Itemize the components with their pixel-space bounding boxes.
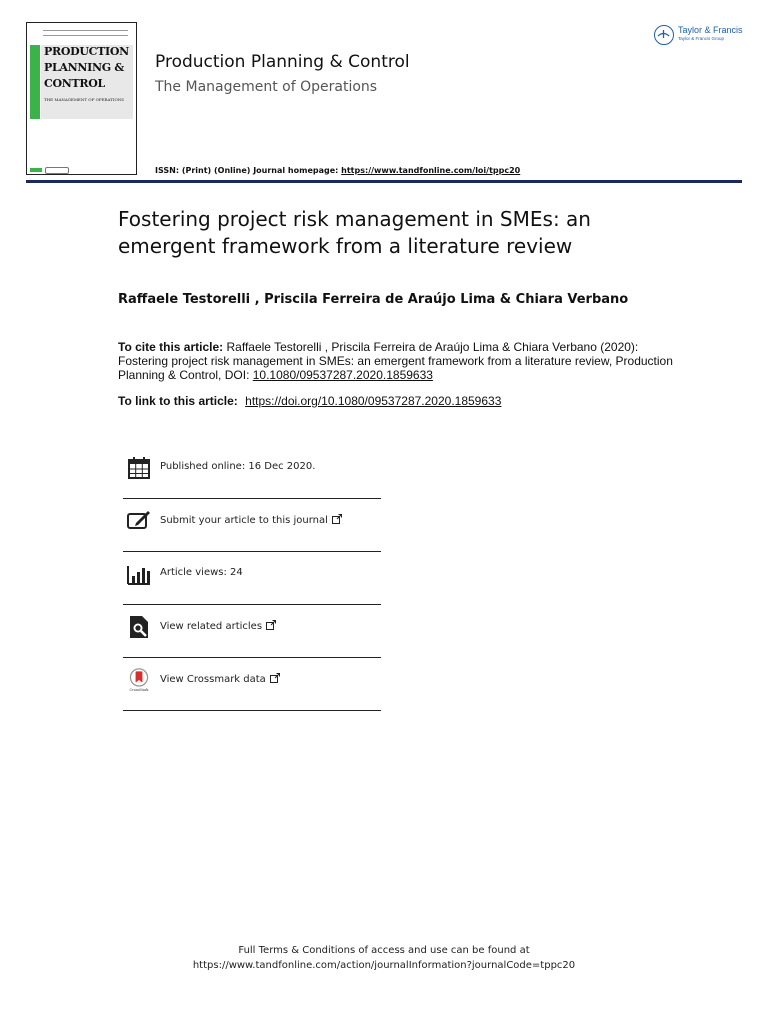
terms-link[interactable]: https://www.tandfonline.com/action/journalInformation?journalCode=tppc20 bbox=[192, 960, 576, 971]
related-articles-label[interactable]: View related articles bbox=[160, 621, 263, 632]
article-authors: Raffaele Testorelli , Priscila Ferreira de Araújo Lima & Chiara Verbano bbox=[118, 292, 629, 307]
cover-footer-bar bbox=[30, 168, 42, 172]
cover-subtitle: THE MANAGEMENT OF OPERATIONS bbox=[44, 97, 124, 102]
citation-doi-link[interactable]: 10.1080/09537287.2020.1859633 bbox=[252, 368, 433, 382]
submit-article-wrap bbox=[160, 514, 342, 526]
related-articles-wrap bbox=[160, 620, 276, 632]
article-info-list bbox=[123, 446, 381, 711]
crossmark-wrap bbox=[160, 673, 280, 685]
crossmark-caption: CrossMark bbox=[129, 688, 149, 692]
terms-footer bbox=[0, 943, 768, 973]
calendar-icon bbox=[127, 456, 151, 480]
cover-green-bar bbox=[30, 45, 40, 119]
cover-title: PRODUCTION PLANNING & CONTROL bbox=[44, 45, 129, 90]
publisher-group: Taylor & Francis Group bbox=[678, 36, 725, 41]
journal-cover-thumbnail bbox=[26, 22, 137, 175]
crossmark-row[interactable] bbox=[123, 658, 381, 711]
edit-icon bbox=[127, 509, 151, 533]
issn-line bbox=[155, 166, 520, 175]
document-search-icon bbox=[127, 615, 151, 639]
published-online-row bbox=[123, 446, 381, 499]
bar-chart-icon bbox=[127, 562, 151, 586]
taylor-francis-logo[interactable] bbox=[654, 24, 754, 48]
journal-homepage-link[interactable]: https://www.tandfonline.com/loi/tppc20 bbox=[341, 166, 521, 175]
article-link-line bbox=[118, 394, 501, 408]
crossmark-icon bbox=[127, 668, 151, 692]
terms-text: Full Terms & Conditions of access and use can be found at bbox=[238, 945, 530, 956]
publisher-emblem-icon bbox=[654, 25, 674, 45]
journal-title: Production Planning & Control bbox=[155, 52, 410, 72]
article-doi-link[interactable]: https://doi.org/10.1080/09537287.2020.1859633 bbox=[245, 394, 502, 408]
publisher-name: Taylor & Francis bbox=[678, 25, 743, 35]
external-link-icon bbox=[332, 514, 342, 524]
article-title: Fostering project risk management in SMEs: an emergent framework from a literature review bbox=[118, 207, 591, 258]
published-online-label: Published online: 16 Dec 2020. bbox=[160, 461, 316, 472]
cover-top-line bbox=[43, 30, 128, 36]
cover-publisher-logo bbox=[45, 167, 69, 174]
related-articles-row[interactable] bbox=[123, 605, 381, 658]
submit-article-row[interactable] bbox=[123, 499, 381, 552]
crossmark-label[interactable]: View Crossmark data bbox=[160, 674, 266, 685]
citation-text: Raffaele Testorelli , Priscila Ferreira de Araújo Lima & Chiara Verbano (2020): Fostering project risk management in SMEs: an emergent framework from a literature review, Production Planning & Control, DOI: bbox=[118, 340, 673, 382]
header-divider bbox=[26, 180, 742, 183]
issn-label: ISSN: (Print) (Online) Journal homepage: bbox=[155, 166, 339, 175]
article-views-label: Article views: 24 bbox=[160, 567, 243, 578]
article-link-label: To link to this article: bbox=[118, 394, 238, 408]
submit-article-label[interactable]: Submit your article to this journal bbox=[160, 515, 328, 526]
citation-label: To cite this article: bbox=[118, 340, 224, 354]
article-views-row bbox=[123, 552, 381, 605]
journal-subtitle: The Management of Operations bbox=[155, 79, 378, 95]
external-link-icon bbox=[266, 620, 276, 630]
external-link-icon bbox=[270, 673, 280, 683]
citation-block bbox=[118, 340, 678, 382]
